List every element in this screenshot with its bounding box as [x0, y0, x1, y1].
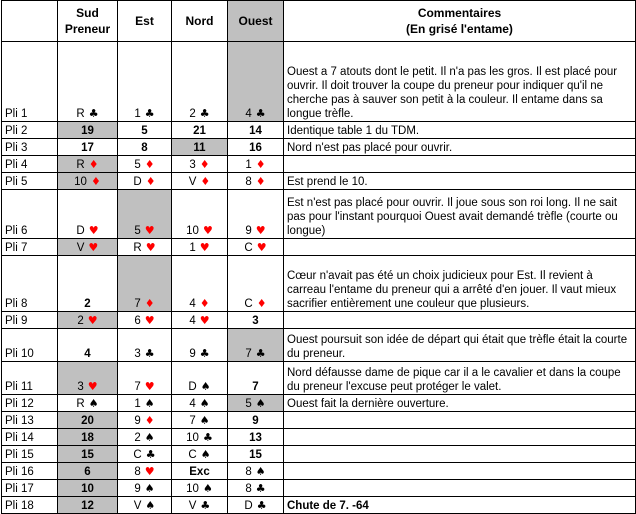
card-est	[118, 312, 172, 329]
trick-label: Pli 2	[2, 122, 58, 139]
trick-row	[2, 463, 636, 480]
trick-row	[2, 362, 636, 395]
card-sud	[58, 429, 118, 446]
club-icon: ♣	[255, 347, 266, 360]
card-ouest	[228, 429, 284, 446]
heart-icon: ♥	[87, 380, 98, 393]
card-value: C	[188, 449, 197, 461]
card-value: 2	[84, 298, 91, 310]
card-nord	[172, 362, 228, 395]
spade-icon: ♠	[145, 499, 156, 512]
trick-comment	[284, 312, 636, 329]
spade-icon: ♠	[199, 414, 210, 427]
card-sud	[58, 480, 118, 497]
card-value: R	[76, 398, 85, 410]
header-sud	[58, 1, 118, 42]
card-value: 10	[186, 483, 199, 495]
card-value: 5	[134, 159, 141, 171]
card-sud	[58, 122, 118, 139]
card-value: C	[244, 298, 253, 310]
trick-comment: Chute de 7. -64	[284, 497, 636, 514]
club-icon: ♣	[255, 482, 266, 495]
card-sud	[58, 395, 118, 412]
card-ouest	[228, 239, 284, 256]
club-icon: ♣	[199, 347, 210, 360]
card-est	[118, 446, 172, 463]
card-value: V	[133, 500, 142, 512]
trick-label: Pli 13	[2, 412, 58, 429]
card-value: 5	[141, 125, 148, 137]
trick-comment: Est n'est pas placé pour ouvrir. Il joue sous son roi long. Il ne sait pas pour l'instant pourquoi Ouest avait demandé trèfle (courte ou longue)	[284, 190, 636, 239]
comments-title: Commentaires	[417, 6, 502, 20]
card-est	[118, 173, 172, 190]
diamond-icon: ♦	[255, 175, 266, 188]
trick-label: Pli 10	[2, 329, 58, 362]
card-nord	[172, 256, 228, 312]
card-value: 19	[81, 125, 94, 137]
card-value: 4	[245, 108, 252, 120]
trick-comment: Ouest fait la dernière ouverture.	[284, 395, 636, 412]
heart-icon: ♥	[202, 224, 213, 237]
card-value: V	[188, 500, 197, 512]
card-value: Exc	[189, 466, 210, 478]
card-est	[118, 362, 172, 395]
tricks-body	[2, 42, 636, 514]
trick-label: Pli 17	[2, 480, 58, 497]
card-nord	[172, 429, 228, 446]
diamond-icon: ♦	[199, 158, 210, 171]
club-icon: ♣	[202, 431, 213, 444]
card-ouest	[228, 463, 284, 480]
card-sud	[58, 173, 118, 190]
club-icon: ♣	[200, 499, 211, 512]
trick-label: Pli 8	[2, 256, 58, 312]
card-nord	[172, 446, 228, 463]
card-value: 9	[134, 415, 141, 427]
heart-icon: ♥	[144, 465, 155, 478]
trick-row	[2, 329, 636, 362]
trick-row	[2, 480, 636, 497]
card-value: 7	[245, 348, 252, 360]
card-value: 21	[193, 125, 206, 137]
heart-icon: ♥	[199, 241, 210, 254]
spade-icon: ♠	[255, 397, 266, 410]
diamond-icon: ♦	[88, 158, 99, 171]
diamond-icon: ♦	[255, 158, 266, 171]
trick-row	[2, 395, 636, 412]
card-sud	[58, 139, 118, 156]
trick-comment: Nord n'est pas placé pour ouvrir.	[284, 139, 636, 156]
card-nord	[172, 190, 228, 239]
card-ouest	[228, 480, 284, 497]
card-sud	[58, 329, 118, 362]
trick-label: Pli 9	[2, 312, 58, 329]
header-sud-label: Sud Preneur	[64, 6, 111, 36]
diamond-icon: ♦	[200, 175, 211, 188]
card-value: 15	[81, 449, 94, 461]
card-value: V	[76, 242, 85, 254]
card-value: 7	[134, 298, 141, 310]
diamond-icon: ♦	[145, 175, 156, 188]
card-value: R	[76, 159, 85, 171]
trick-row	[2, 312, 636, 329]
heart-icon: ♥	[88, 224, 99, 237]
diamond-icon: ♦	[90, 175, 101, 188]
spade-icon: ♠	[200, 380, 211, 393]
card-value: 2	[189, 108, 196, 120]
trick-label: Pli 11	[2, 362, 58, 395]
card-value: 8	[141, 142, 148, 154]
card-ouest	[228, 312, 284, 329]
card-value: 4	[189, 298, 196, 310]
card-value: D	[76, 225, 85, 237]
trick-comment: Identique table 1 du TDM.	[284, 122, 636, 139]
club-icon: ♣	[256, 499, 267, 512]
spade-icon: ♠	[255, 465, 266, 478]
card-value: C	[244, 242, 253, 254]
card-value: 11	[193, 142, 206, 154]
card-nord	[172, 463, 228, 480]
heart-icon: ♥	[255, 224, 266, 237]
trick-label: Pli 7	[2, 239, 58, 256]
club-icon: ♣	[145, 448, 156, 461]
card-nord	[172, 480, 228, 497]
card-value: 8	[134, 466, 141, 478]
heart-icon: ♥	[144, 314, 155, 327]
card-sud	[58, 156, 118, 173]
trick-row	[2, 239, 636, 256]
trick-label: Pli 3	[2, 139, 58, 156]
card-ouest	[228, 446, 284, 463]
diamond-icon: ♦	[144, 158, 155, 171]
card-nord	[172, 412, 228, 429]
club-icon: ♣	[144, 347, 155, 360]
card-value: 20	[81, 415, 94, 427]
heart-icon: ♥	[145, 241, 156, 254]
card-nord	[172, 239, 228, 256]
heart-icon: ♥	[88, 241, 99, 254]
card-est	[118, 156, 172, 173]
trick-row	[2, 122, 636, 139]
card-value: D	[133, 176, 142, 188]
card-est	[118, 42, 172, 122]
card-ouest	[228, 139, 284, 156]
card-sud	[58, 190, 118, 239]
card-value: 18	[81, 432, 94, 444]
diamond-icon: ♦	[144, 297, 155, 310]
diamond-icon: ♦	[199, 297, 210, 310]
card-value: 7	[252, 381, 259, 393]
trick-comment	[284, 463, 636, 480]
header-est: Est	[118, 1, 172, 42]
header-comments	[284, 1, 636, 42]
card-value: R	[133, 242, 142, 254]
card-sud	[58, 256, 118, 312]
card-value: 14	[249, 125, 262, 137]
card-value: 1	[134, 108, 141, 120]
trick-row	[2, 429, 636, 446]
card-value: 13	[249, 432, 262, 444]
header-pli	[2, 1, 58, 42]
spade-icon: ♠	[144, 397, 155, 410]
card-sud	[58, 42, 118, 122]
card-est	[118, 480, 172, 497]
card-nord	[172, 139, 228, 156]
card-value: 7	[189, 415, 196, 427]
card-value: 7	[134, 381, 141, 393]
card-ouest	[228, 156, 284, 173]
spade-icon: ♠	[199, 397, 210, 410]
card-nord	[172, 329, 228, 362]
heart-icon: ♥	[144, 224, 155, 237]
header-nord: Nord	[172, 1, 228, 42]
card-est	[118, 239, 172, 256]
card-value: 2	[77, 315, 84, 327]
card-ouest	[228, 329, 284, 362]
card-est	[118, 190, 172, 239]
card-ouest	[228, 256, 284, 312]
trick-label: Pli 18	[2, 497, 58, 514]
card-ouest	[228, 173, 284, 190]
card-sud	[58, 239, 118, 256]
card-value: C	[133, 449, 142, 461]
trick-label: Pli 5	[2, 173, 58, 190]
card-value: 8	[245, 466, 252, 478]
card-nord	[172, 42, 228, 122]
card-nord	[172, 122, 228, 139]
card-value: 5	[134, 225, 141, 237]
card-value: 8	[245, 483, 252, 495]
trick-row	[2, 190, 636, 239]
card-value: 4	[189, 398, 196, 410]
spade-icon: ♠	[200, 448, 211, 461]
club-icon: ♣	[199, 107, 210, 120]
card-est	[118, 395, 172, 412]
trick-row	[2, 156, 636, 173]
comments-subtitle: (En grisé l'entame)	[406, 22, 513, 36]
card-value: 5	[245, 398, 252, 410]
trick-comment	[284, 429, 636, 446]
card-ouest	[228, 122, 284, 139]
trick-row	[2, 139, 636, 156]
card-value: 4	[84, 348, 91, 360]
card-est	[118, 463, 172, 480]
card-value: 6	[134, 315, 141, 327]
spade-icon: ♠	[144, 482, 155, 495]
card-value: 8	[245, 176, 252, 188]
trick-row	[2, 412, 636, 429]
card-value: 2	[134, 432, 141, 444]
card-value: 3	[252, 315, 259, 327]
card-ouest	[228, 362, 284, 395]
trick-comment: Ouest poursuit son idée de départ qui était que trèfle était la courte du preneur.	[284, 329, 636, 362]
card-est	[118, 122, 172, 139]
trick-comment: Est prend le 10.	[284, 173, 636, 190]
heart-icon: ♥	[144, 380, 155, 393]
trick-label: Pli 15	[2, 446, 58, 463]
card-value: R	[76, 108, 85, 120]
trick-label: Pli 6	[2, 190, 58, 239]
card-value: 10	[74, 176, 87, 188]
header-row	[2, 1, 636, 42]
card-est	[118, 429, 172, 446]
card-value: 9	[134, 483, 141, 495]
header-ouest: Ouest	[228, 1, 284, 42]
spade-icon: ♠	[202, 482, 213, 495]
card-est	[118, 256, 172, 312]
spade-icon: ♠	[144, 431, 155, 444]
card-value: D	[188, 381, 197, 393]
card-ouest	[228, 395, 284, 412]
card-nord	[172, 395, 228, 412]
spade-icon: ♠	[88, 397, 99, 410]
card-value: 1	[245, 159, 252, 171]
card-value: 9	[189, 348, 196, 360]
card-sud	[58, 412, 118, 429]
diamond-icon: ♦	[144, 414, 155, 427]
card-value: 9	[252, 415, 259, 427]
card-value: 10	[186, 225, 199, 237]
card-value: 9	[245, 225, 252, 237]
card-value: D	[244, 500, 253, 512]
card-value: 3	[134, 348, 141, 360]
tricks-table	[1, 0, 636, 514]
heart-icon: ♥	[199, 314, 210, 327]
card-value: 3	[189, 159, 196, 171]
trick-label: Pli 1	[2, 42, 58, 122]
card-value: 16	[249, 142, 262, 154]
card-est	[118, 412, 172, 429]
trick-comment	[284, 446, 636, 463]
trick-label: Pli 4	[2, 156, 58, 173]
card-value: 17	[81, 142, 94, 154]
trick-row	[2, 173, 636, 190]
trick-comment	[284, 480, 636, 497]
trick-comment: Cœur n'avait pas été un choix judicieux pour Est. Il revient à carreau l'entame du preneur qui a arrêté d'en jouer. Il vaut mieux sacrifier entièrement une couleur que plusieurs.	[284, 256, 636, 312]
card-est	[118, 329, 172, 362]
card-value: 12	[81, 500, 94, 512]
card-value: 1	[134, 398, 141, 410]
card-ouest	[228, 190, 284, 239]
diamond-icon: ♦	[256, 297, 267, 310]
card-sud	[58, 463, 118, 480]
card-value: 3	[77, 381, 84, 393]
card-value: 10	[186, 432, 199, 444]
trick-comment	[284, 156, 636, 173]
card-value: 10	[81, 483, 94, 495]
card-ouest	[228, 412, 284, 429]
trick-comment	[284, 239, 636, 256]
card-value: V	[188, 176, 197, 188]
card-value: 4	[189, 315, 196, 327]
trick-row	[2, 42, 636, 122]
card-sud	[58, 446, 118, 463]
card-value: 1	[189, 242, 196, 254]
card-nord	[172, 312, 228, 329]
heart-icon: ♥	[256, 241, 267, 254]
club-icon: ♣	[144, 107, 155, 120]
card-est	[118, 139, 172, 156]
card-value: 15	[249, 449, 262, 461]
club-icon: ♣	[88, 107, 99, 120]
trick-comment	[284, 412, 636, 429]
trick-comment: Nord défausse dame de pique car il a le cavalier et dans la coupe du preneur l'excuse peut protéger le valet.	[284, 362, 636, 395]
card-value: 6	[84, 466, 91, 478]
trick-label: Pli 12	[2, 395, 58, 412]
heart-icon: ♥	[87, 314, 98, 327]
card-nord	[172, 173, 228, 190]
trick-comment: Ouest a 7 atouts dont le petit. Il n'a pas les gros. Il est placé pour ouvrir. Il doit trouver la coupe du preneur pour indiquer qu'il ne cherche pas à sauver son petit à la couleur. Il entame dans sa longue trèfle.	[284, 42, 636, 122]
trick-row	[2, 446, 636, 463]
card-ouest	[228, 42, 284, 122]
trick-label: Pli 16	[2, 463, 58, 480]
card-nord	[172, 156, 228, 173]
card-sud	[58, 362, 118, 395]
card-sud	[58, 312, 118, 329]
trick-row	[2, 256, 636, 312]
trick-label: Pli 14	[2, 429, 58, 446]
club-icon: ♣	[255, 107, 266, 120]
